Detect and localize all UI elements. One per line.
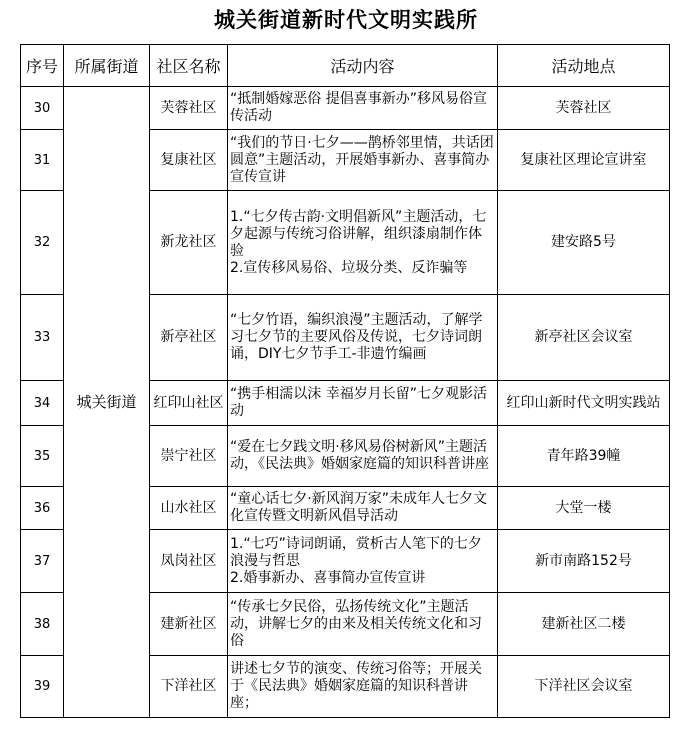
community-name: 崇宁社区 <box>150 426 228 487</box>
activity-content-line: 1.“七夕传古韵·文明倡新风”主题活动，七夕起源与传统习俗讲解，组织漆扇制作体验 <box>230 208 487 259</box>
row-number: 39 <box>21 656 64 718</box>
row-number: 38 <box>21 593 64 656</box>
header-content: 活动内容 <box>228 45 498 87</box>
row-number: 32 <box>21 191 64 295</box>
activity-content-line: 2.婚事新办、喜事简办宣传宣讲 <box>230 569 426 586</box>
activity-location: 青年路39幢 <box>498 426 670 487</box>
community-name: 新龙社区 <box>150 191 228 295</box>
header-no: 序号 <box>21 45 64 87</box>
community-name: 山水社区 <box>150 487 228 530</box>
activity-location: 建新社区二楼 <box>498 593 670 656</box>
activity-table <box>20 44 670 718</box>
community-name: 复康社区 <box>150 130 228 191</box>
row-number: 36 <box>21 487 64 530</box>
row-number: 35 <box>21 426 64 487</box>
activity-location: 新亭社区会议室 <box>498 295 670 381</box>
activity-location: 下洋社区会议室 <box>498 656 670 718</box>
header-street: 所属街道 <box>64 45 150 87</box>
activity-content <box>228 530 498 593</box>
activity-location: 建安路5号 <box>498 191 670 295</box>
row-number: 34 <box>21 381 64 426</box>
row-number: 30 <box>21 87 64 130</box>
community-name: 芙蓉社区 <box>150 87 228 130</box>
header-community: 社区名称 <box>150 45 228 87</box>
activity-location: 新市南路152号 <box>498 530 670 593</box>
header-location: 活动地点 <box>498 45 670 87</box>
activity-location: 芙蓉社区 <box>498 87 670 130</box>
row-number: 31 <box>21 130 64 191</box>
activity-location: 复康社区理论宣讲室 <box>498 130 670 191</box>
activity-content: 讲述七夕节的演变、传统习俗等；开展关于《民法典》婚姻家庭篇的知识科普讲座； <box>228 656 498 718</box>
header-row <box>21 45 670 87</box>
activity-content: “携手相濡以沫 幸福岁月长留”七夕观影活动 <box>228 381 498 426</box>
community-name: 下洋社区 <box>150 656 228 718</box>
activity-content: “传承七夕民俗，弘扬传统文化”主题活动，讲解七夕的由来及相关传统文化和习俗 <box>228 593 498 656</box>
row-number: 33 <box>21 295 64 381</box>
activity-content: “七夕竹语，编织浪漫”主题活动，了解学习七夕节的主要风俗及传说，七夕诗词朗诵，DIY七夕节手工-非遗竹编画 <box>228 295 498 381</box>
activity-content <box>228 191 498 295</box>
activity-content: “我们的节日·七夕——鹊桥邻里情，共话团圆意”主题活动，开展婚事新办、喜事简办宣传宣讲 <box>228 130 498 191</box>
community-name: 建新社区 <box>150 593 228 656</box>
activity-content-line: 1.“七巧”诗词朗诵，赏析古人笔下的七夕浪漫与哲思 <box>230 535 482 569</box>
activity-content-line: 2.宣传移风易俗、垃圾分类、反诈骗等 <box>230 259 468 276</box>
activity-location: 大堂一楼 <box>498 487 670 530</box>
activity-content: “抵制婚嫁恶俗 提倡喜事新办”移风易俗宣传活动 <box>228 87 498 130</box>
table-row <box>21 87 670 130</box>
activity-content: “爱在七夕践文明·移风易俗树新风”主题活动，《民法典》婚姻家庭篇的知识科普讲座 <box>228 426 498 487</box>
activity-location: 红印山新时代文明实践站 <box>498 381 670 426</box>
activity-content: “童心话七夕·新风润万家”未成年人七夕文化宣传暨文明新风倡导活动 <box>228 487 498 530</box>
community-name: 凤岗社区 <box>150 530 228 593</box>
community-name: 新亭社区 <box>150 295 228 381</box>
street-cell: 城关街道 <box>64 87 150 718</box>
row-number: 37 <box>21 530 64 593</box>
community-name: 红印山社区 <box>150 381 228 426</box>
page-title: 城关街道新时代文明实践所 <box>214 8 478 32</box>
